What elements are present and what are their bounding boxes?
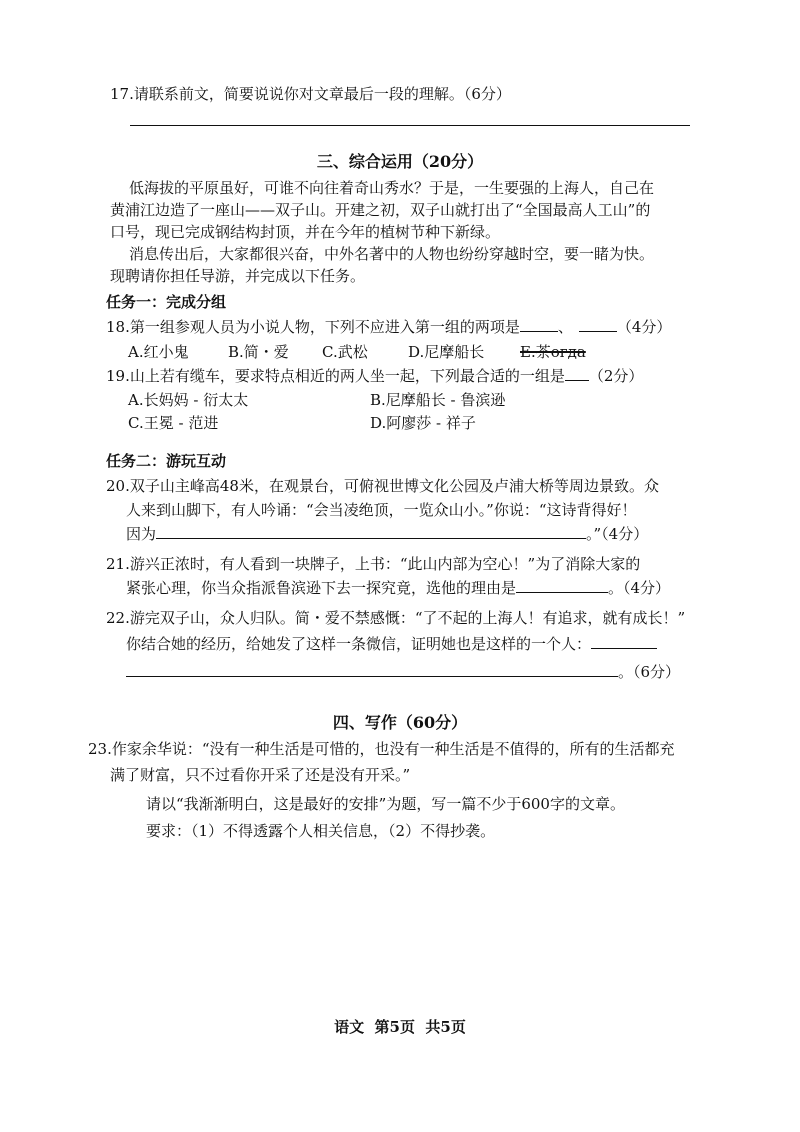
intro-line-5: 现聘请你担任导游，并完成以下任务。 <box>110 267 366 285</box>
q22-answer-blank-1 <box>591 634 657 649</box>
q20-prefix: 因为 <box>126 525 157 543</box>
intro-line-3: 口号，现已完成钢结构封顶，并在今年的植树节种下新绿。 <box>110 223 501 241</box>
q22-answer-blank-2 <box>126 662 618 677</box>
q20-answer-blank <box>156 524 586 539</box>
q19-option-b: B.尼摩船长 - 鲁滨逊 <box>370 391 506 409</box>
q23-line-2: 满了财富，只不过看你开采了还是没有开采。” <box>110 766 411 784</box>
q19-option-a: A.长妈妈 - 衍太太 <box>128 391 249 409</box>
q18-option-d: D.尼摩船长 <box>408 343 485 361</box>
q21-line-1: 21.游兴正浓时，有人看到一块牌子，上书：“此山内部为空心！”为了消除大家的 <box>106 555 641 573</box>
q22-line-1: 22.游完双子山，众人归队。简・爱不禁感慨：“了不起的上海人！有追求，就有成长！” <box>106 609 686 627</box>
task-1-title: 任务一：完成分组 <box>106 293 227 311</box>
q18-option-c: C.武松 <box>322 343 368 361</box>
q22-text: 你结合她的经历，给她发了这样一条微信，证明她也是这样的一个人： <box>126 635 592 653</box>
q18-option-b: B.简・爱 <box>228 343 289 361</box>
question-18 <box>106 315 671 339</box>
q19-option-d: D.阿廖莎 - 祥子 <box>370 414 476 432</box>
q18-blank-2 <box>579 317 617 332</box>
q23-requirements: 要求：（1）不得透露个人相关信息，（2）不得抄袭。 <box>146 822 496 840</box>
question-19 <box>106 364 643 388</box>
q21-prefix: 紧张心理，你当众指派鲁滨逊下去一探究竟，选他的理由是 <box>126 579 517 597</box>
question-17: 17.请联系前文，简要说说你对文章最后一段的理解。（6分） <box>110 85 511 103</box>
q23-prompt: 请以“我渐渐明白，这是最好的安排”为题，写一篇不少于600字的文章。 <box>146 795 625 813</box>
q19-blank <box>565 366 589 381</box>
q22-line-2 <box>126 632 657 656</box>
intro-line-2: 黄浦江边造了一座山——双子山。开建之初，双子山就打出了“全国最高人工山”的 <box>110 201 651 219</box>
q22-line-3 <box>126 660 680 684</box>
intro-line-4: 消息传出后，大家都很兴奋，中外名著中的人物也纷纷穿越时空，要一睹为快。 <box>129 245 655 263</box>
q18-option-a: A.红小鬼 <box>128 343 189 361</box>
q18-blank-1 <box>520 317 558 332</box>
q18-option-e: E.茶огда <box>520 343 586 361</box>
q21-line-2 <box>126 576 670 600</box>
q19-option-c: C.王冕 - 范进 <box>128 414 219 432</box>
q18-score: （4分） <box>616 318 672 336</box>
q23-line-1: 23.作家余华说：“没有一种生活是可惜的，也没有一种生活是不值得的，所有的生活都充 <box>88 740 675 758</box>
q20-line-1: 20.双子山主峰高48米，在观景台，可俯视世博文化公园及卢浦大桥等周边景致。众 <box>106 477 659 495</box>
q18-stem: 18.第一组参观人员为小说人物，下列不应进入第一组的两项是 <box>106 318 520 336</box>
intro-line-1: 低海拔的平原虽好，可谁不向往着奇山秀水？于是，一生要强的上海人，自己在 <box>129 179 655 197</box>
q20-line-2: 人来到山脚下，有人吟诵：“会当凌绝顶，一览众山小。”你说：“这诗背得好！ <box>126 501 637 519</box>
q22-suffix: 。（6分） <box>618 663 681 681</box>
q20-line-3 <box>126 522 648 546</box>
section-3-heading: 三、综合运用（20分） <box>316 152 484 171</box>
section-4-heading: 四、写作（60分） <box>332 713 468 732</box>
q19-score: （2分） <box>588 367 644 385</box>
q21-answer-blank <box>516 578 608 593</box>
answer-line-17 <box>130 125 690 126</box>
page-footer: 语文 第5页 共5页 <box>334 1018 466 1036</box>
task-2-title: 任务二：游玩互动 <box>106 452 227 470</box>
q18-separator: 、 <box>557 318 573 336</box>
q20-suffix: 。”（4分） <box>586 525 649 543</box>
q21-suffix: 。（4分） <box>608 579 671 597</box>
q19-stem: 19.山上若有缆车，要求特点相近的两人坐一起，下列最合适的一组是 <box>106 367 565 385</box>
